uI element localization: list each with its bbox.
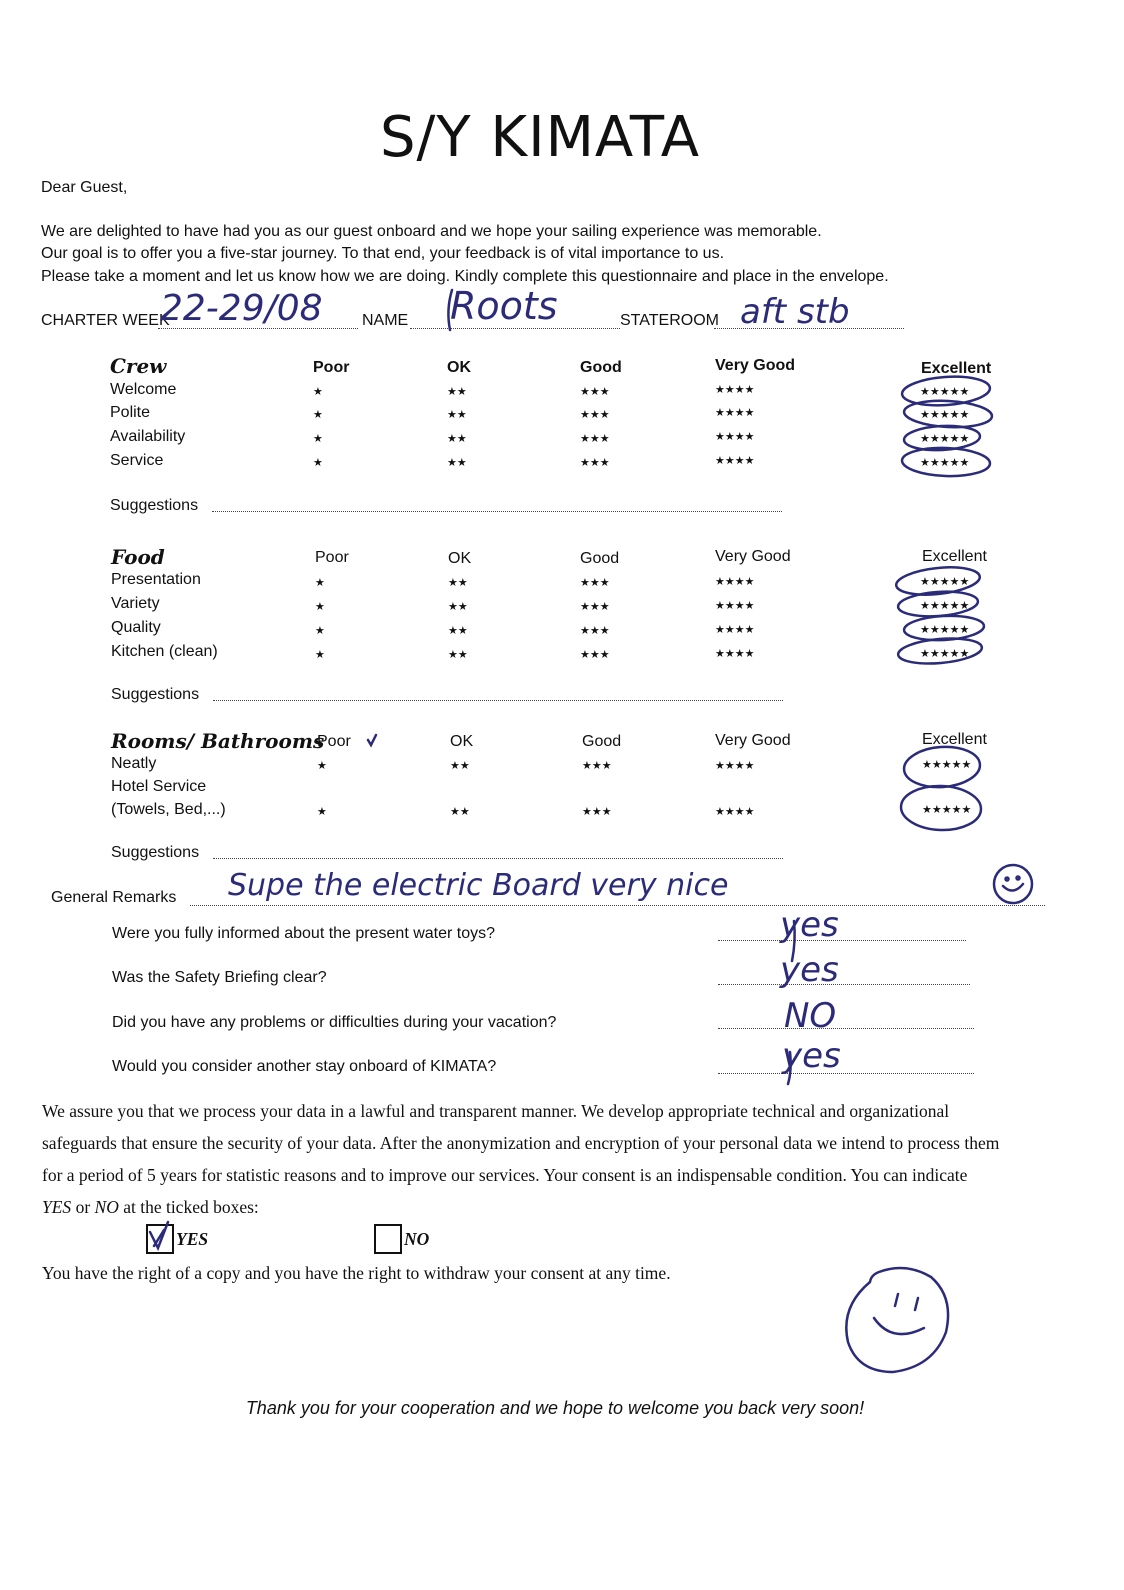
star-rating[interactable]: ★★ bbox=[450, 806, 470, 818]
star-rating[interactable]: ★★★ bbox=[580, 457, 610, 469]
large-smiley-icon bbox=[895, 1294, 898, 1306]
food-good-header: Good bbox=[580, 550, 620, 567]
star-rating[interactable]: ★ bbox=[317, 806, 327, 818]
small-smiley-icon bbox=[1006, 878, 1009, 881]
rooms-suggestions-label: Suggestions bbox=[111, 844, 200, 861]
star-rating[interactable]: ★★★★ bbox=[715, 624, 755, 636]
greeting: Dear Guest, bbox=[41, 179, 128, 196]
star-rating[interactable]: ★★★ bbox=[582, 806, 612, 818]
question-another-stay: Would you consider another stay onboard of KIMATA? bbox=[112, 1058, 497, 1075]
consent-tail: at the ticked boxes: bbox=[123, 1197, 259, 1217]
star-rating[interactable]: ★★ bbox=[448, 577, 468, 589]
star-rating[interactable]: ★★★ bbox=[582, 760, 612, 772]
food-excellent-header: Excellent bbox=[922, 548, 987, 565]
food-section-title: Food bbox=[111, 545, 165, 569]
thank-you-note: Thank you for your cooperation and we hope to welcome you back very soon! bbox=[245, 1398, 865, 1418]
excellent-circle bbox=[897, 635, 983, 666]
star-rating[interactable]: ★ bbox=[317, 760, 327, 772]
star-rating[interactable]: ★★★★★ bbox=[920, 409, 970, 421]
rooms-ok-header: OK bbox=[450, 733, 474, 750]
rooms-poor-header: Poor bbox=[317, 733, 351, 750]
star-rating[interactable]: ★★★★ bbox=[715, 806, 755, 818]
small-smiley-icon bbox=[1017, 877, 1020, 880]
stateroom-label: STATEROOM bbox=[620, 312, 719, 329]
intro-line-3: Please take a moment and let us know how we are doing. Kindly complete this questionnaire and place in the envelope. bbox=[41, 268, 889, 285]
star-rating[interactable]: ★★★ bbox=[580, 625, 610, 637]
star-rating[interactable]: ★★★★★ bbox=[920, 648, 970, 660]
star-rating[interactable]: ★★★★★ bbox=[920, 457, 970, 469]
star-rating[interactable]: ★★★★★ bbox=[920, 433, 970, 445]
charter-week-value[interactable]: 22-29/08 bbox=[160, 288, 323, 329]
food-verygood-header: Very Good bbox=[715, 548, 791, 565]
food-ok-header: OK bbox=[448, 550, 472, 567]
crew-verygood-header: Very Good bbox=[715, 357, 796, 374]
star-rating[interactable]: ★ bbox=[313, 386, 323, 398]
star-rating[interactable]: ★ bbox=[315, 649, 325, 661]
star-rating[interactable]: ★★★★ bbox=[715, 455, 755, 467]
star-rating[interactable]: ★★ bbox=[447, 433, 467, 445]
crew-suggestions-label: Suggestions bbox=[110, 497, 199, 514]
stateroom-value[interactable]: aft stb bbox=[740, 292, 850, 332]
intro-line-1: We are delighted to have had you as our guest onboard and we hope your sailing experience was memorable. bbox=[41, 223, 822, 240]
name-value[interactable]: Roots bbox=[450, 284, 558, 328]
crew-item-polite: Polite bbox=[110, 404, 151, 421]
star-rating[interactable]: ★★ bbox=[448, 625, 468, 637]
star-rating[interactable]: ★★ bbox=[447, 457, 467, 469]
star-rating[interactable]: ★★★★★ bbox=[920, 576, 970, 588]
star-rating[interactable]: ★★★★★ bbox=[922, 759, 972, 771]
crew-section-title: Crew bbox=[110, 354, 167, 378]
consent-yes-label: YES bbox=[176, 1229, 209, 1249]
rooms-item-towels-bed: (Towels, Bed,...) bbox=[111, 801, 226, 818]
star-rating[interactable]: ★★★★★ bbox=[920, 624, 970, 636]
general-remarks-label: General Remarks bbox=[51, 889, 177, 906]
food-item-variety: Variety bbox=[111, 595, 160, 612]
answer-water-toys[interactable]: yes bbox=[780, 905, 839, 945]
star-rating[interactable]: ★ bbox=[315, 625, 325, 637]
crew-item-availability: Availability bbox=[110, 428, 186, 445]
consent-rights: You have the right of a copy and you have the right to withdraw your consent at any time. bbox=[42, 1263, 671, 1283]
star-rating[interactable]: ★★★ bbox=[580, 409, 610, 421]
answer-problems[interactable]: NO bbox=[784, 996, 837, 1036]
consent-or-word: or bbox=[75, 1197, 91, 1217]
excellent-circle bbox=[903, 744, 982, 789]
star-rating[interactable]: ★★ bbox=[448, 601, 468, 613]
star-rating[interactable]: ★★★★ bbox=[715, 648, 755, 660]
star-rating[interactable]: ★★ bbox=[447, 386, 467, 398]
star-rating[interactable]: ★★★★ bbox=[715, 384, 755, 396]
answer-stroke bbox=[788, 1052, 791, 1084]
crew-item-welcome: Welcome bbox=[110, 381, 177, 398]
answer-another-stay[interactable]: yes bbox=[782, 1036, 841, 1076]
star-rating[interactable]: ★★★★ bbox=[715, 407, 755, 419]
star-rating[interactable]: ★★★ bbox=[580, 649, 610, 661]
star-rating[interactable]: ★★★★ bbox=[715, 600, 755, 612]
star-rating[interactable]: ★ bbox=[315, 601, 325, 613]
crew-ok-header: OK bbox=[447, 359, 471, 376]
star-rating[interactable]: ★★★ bbox=[580, 433, 610, 445]
star-rating[interactable]: ★★★ bbox=[580, 386, 610, 398]
star-rating[interactable]: ★★★★★ bbox=[920, 386, 970, 398]
consent-yes-word: YES bbox=[42, 1197, 72, 1217]
star-rating[interactable]: ★★★★★ bbox=[920, 600, 970, 612]
rooms-excellent-header: Excellent bbox=[922, 731, 987, 748]
intro-line-2: Our goal is to offer you a five-star journey. To that end, your feedback is of vital importance to us. bbox=[41, 245, 725, 262]
crew-poor-header: Poor bbox=[313, 359, 350, 376]
star-rating[interactable]: ★★ bbox=[448, 649, 468, 661]
question-safety-briefing: Was the Safety Briefing clear? bbox=[112, 969, 327, 986]
food-suggestions-label: Suggestions bbox=[111, 686, 200, 703]
name-stroke bbox=[448, 290, 452, 330]
star-rating[interactable]: ★ bbox=[313, 457, 323, 469]
page-title: S/Y KIMATA bbox=[379, 105, 701, 170]
star-rating[interactable]: ★ bbox=[313, 433, 323, 445]
rooms-section-title: Rooms/ Bathrooms bbox=[111, 729, 325, 753]
food-item-presentation: Presentation bbox=[111, 571, 201, 588]
crew-item-service: Service bbox=[110, 452, 164, 469]
excellent-circle bbox=[900, 785, 981, 832]
star-rating[interactable]: ★★★★★ bbox=[922, 804, 972, 816]
question-water-toys: Were you fully informed about the present water toys? bbox=[112, 925, 496, 942]
excellent-circle bbox=[902, 446, 991, 477]
rooms-good-header: Good bbox=[582, 733, 622, 750]
stray-tick-mark bbox=[368, 735, 376, 745]
large-smiley-icon bbox=[874, 1318, 924, 1334]
consent-line-2: safeguards that ensure the security of your data. After the anonymization and encryption of your personal data we intend to process them bbox=[42, 1133, 1000, 1153]
star-rating[interactable]: ★★★★ bbox=[715, 576, 755, 588]
general-remarks-value[interactable]: Supe the electric Board very nice bbox=[228, 868, 729, 903]
consent-line-1: We assure you that we process your data in a lawful and transparent manner. We develop appropriate technical and organizational bbox=[42, 1101, 950, 1121]
small-smiley-icon bbox=[994, 865, 1032, 903]
answer-stroke bbox=[792, 921, 795, 961]
rooms-item-hotel-service: Hotel Service bbox=[111, 778, 207, 795]
star-rating[interactable]: ★ bbox=[315, 577, 325, 589]
consent-no-label: NO bbox=[404, 1229, 430, 1249]
yes-checkmark-icon bbox=[150, 1222, 168, 1248]
large-smiley-icon bbox=[846, 1268, 948, 1372]
star-rating[interactable]: ★★★★ bbox=[715, 431, 755, 443]
food-item-quality: Quality bbox=[111, 619, 161, 636]
crew-good-header: Good bbox=[580, 359, 622, 376]
question-problems: Did you have any problems or difficulties during your vacation? bbox=[112, 1014, 557, 1031]
consent-line-3: for a period of 5 years for statistic reasons and to improve our services. Your consent is an indispensable condition. You can indicate bbox=[42, 1165, 968, 1185]
charter-week-label: CHARTER WEEK bbox=[41, 312, 170, 329]
star-rating[interactable]: ★★ bbox=[447, 409, 467, 421]
large-smiley-icon bbox=[915, 1298, 918, 1310]
rooms-item-neatly: Neatly bbox=[111, 755, 157, 772]
crew-excellent-header: Excellent bbox=[921, 360, 992, 377]
consent-no-word: NO bbox=[94, 1197, 119, 1217]
star-rating[interactable]: ★ bbox=[313, 409, 323, 421]
star-rating[interactable]: ★★ bbox=[450, 760, 470, 772]
food-poor-header: Poor bbox=[315, 549, 349, 566]
star-rating[interactable]: ★★★ bbox=[580, 577, 610, 589]
small-smiley-icon bbox=[1003, 884, 1023, 891]
rooms-verygood-header: Very Good bbox=[715, 732, 791, 749]
name-label: NAME bbox=[362, 312, 409, 329]
food-item-kitchen: Kitchen (clean) bbox=[111, 643, 218, 660]
star-rating[interactable]: ★★★ bbox=[580, 601, 610, 613]
answer-safety-briefing[interactable]: yes bbox=[780, 950, 839, 990]
star-rating[interactable]: ★★★★ bbox=[715, 760, 755, 772]
